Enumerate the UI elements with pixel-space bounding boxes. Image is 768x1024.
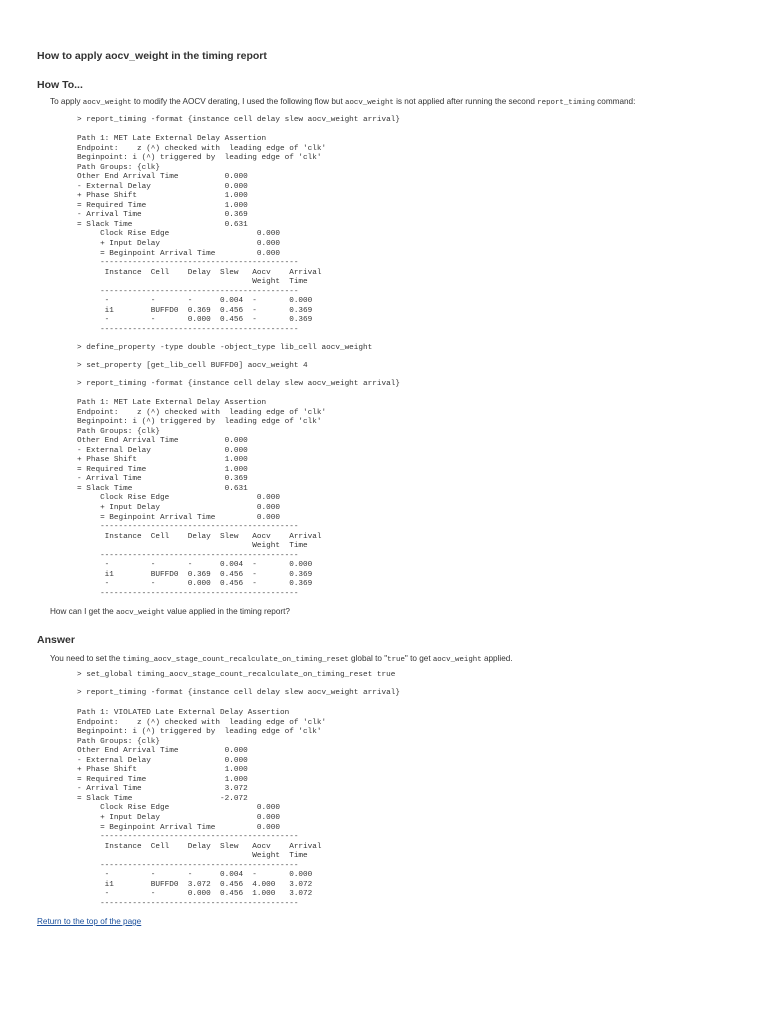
intro-text-4: command: xyxy=(594,97,636,106)
question-text-1: How can I get the xyxy=(50,607,116,616)
command-report-timing-1: > report_timing -format {instance cell delay slew aocv_weight arrival} xyxy=(77,116,400,124)
command-report-timing-3: > report_timing -format {instance cell delay slew aocv_weight arrival} xyxy=(77,689,400,697)
question-code-1: aocv_weight xyxy=(116,609,165,617)
command-define-property: > define_property -type double -object_type lib_cell aocv_weight xyxy=(77,344,373,352)
answer-text-1: You need to set the xyxy=(50,654,123,663)
answer-text-4: applied. xyxy=(481,654,513,663)
question-paragraph xyxy=(50,607,290,617)
intro-code-2: aocv_weight xyxy=(345,99,394,107)
answer-text-3: " to get xyxy=(404,654,433,663)
intro-text-1: To apply xyxy=(50,97,83,106)
question-text-2: value applied in the timing report? xyxy=(164,607,290,616)
timing-report-3: Path 1: VIOLATED Late External Delay Assertion Endpoint: z (^) checked with leading edge of 'clk' Beginpoint: i (^) triggered by leading edge of 'clk' Path Groups: {clk} Other End Arrival Time 0.000 - External Delay 0.000 + Phase Shift 1.000 = Required Time 1.000 - Arrival Time 3.072 = Slack Time -2.072 Clock Rise Edge 0.000 + Input Delay 0.000 = Beginpoint Arrival Time 0.000 ------------------------------------------- Instance Cell Delay Slew Aocv Arrival Weight Time ------------------------------------------- - - - 0.004 - 0.000 i1 BUFFD0 3.072 0.456 4.000 3.072 - - 0.000 0.456 1.000 3.072 ------------------------------------------- xyxy=(77,709,327,908)
answer-paragraph xyxy=(50,654,513,664)
answer-code-1: timing_aocv_stage_count_recalculate_on_timing_reset xyxy=(122,656,349,664)
page-title: How to apply aocv_weight in the timing report xyxy=(37,50,267,62)
intro-code-3: report_timing xyxy=(537,99,595,107)
answer-text-2: global to " xyxy=(348,654,388,663)
intro-text-2: to modify the AOCV derating, I used the following flow but xyxy=(131,97,346,106)
answer-code-3: aocv_weight xyxy=(432,656,482,664)
answer-heading: Answer xyxy=(37,634,75,646)
command-set-global: > set_global timing_aocv_stage_count_recalculate_on_timing_reset true xyxy=(77,671,396,679)
howto-heading: How To... xyxy=(37,79,83,91)
timing-report-1: Path 1: MET Late External Delay Assertion Endpoint: z (^) checked with leading edge of 'clk' Beginpoint: i (^) triggered by leading edge of 'clk' Path Groups: {clk} Other End Arrival Time 0.000 - External Delay 0.000 + Phase Shift 1.000 = Required Time 1.000 - Arrival Time 0.369 = Slack Time 0.631 Clock Rise Edge 0.000 + Input Delay 0.000 = Beginpoint Arrival Time 0.000 ------------------------------------------- Instance Cell Delay Slew Aocv Arrival Weight Time ------------------------------------------- - - - 0.004 - 0.000 i1 BUFFD0 0.369 0.456 - 0.369 - - 0.000 0.456 - 0.369 ------------------------------------------- xyxy=(77,135,327,334)
intro-text-3: is not applied after running the second xyxy=(393,97,538,106)
answer-code-2: true xyxy=(387,656,405,664)
timing-report-2: Path 1: MET Late External Delay Assertion Endpoint: z (^) checked with leading edge of 'clk' Beginpoint: i (^) triggered by leading edge of 'clk' Path Groups: {clk} Other End Arrival Time 0.000 - External Delay 0.000 + Phase Shift 1.000 = Required Time 1.000 - Arrival Time 0.369 = Slack Time 0.631 Clock Rise Edge 0.000 + Input Delay 0.000 = Beginpoint Arrival Time 0.000 ------------------------------------------- Instance Cell Delay Slew Aocv Arrival Weight Time ------------------------------------------- - - - 0.004 - 0.000 i1 BUFFD0 0.369 0.456 - 0.369 - - 0.000 0.456 - 0.369 ------------------------------------------- xyxy=(77,399,327,598)
return-to-top-link[interactable]: Return to the top of the page xyxy=(37,917,142,926)
intro-code-1: aocv_weight xyxy=(82,99,132,107)
command-report-timing-2: > report_timing -format {instance cell delay slew aocv_weight arrival} xyxy=(77,380,400,388)
intro-paragraph xyxy=(50,97,635,107)
command-set-property: > set_property [get_lib_cell BUFFD0] aocv_weight 4 xyxy=(77,362,308,370)
